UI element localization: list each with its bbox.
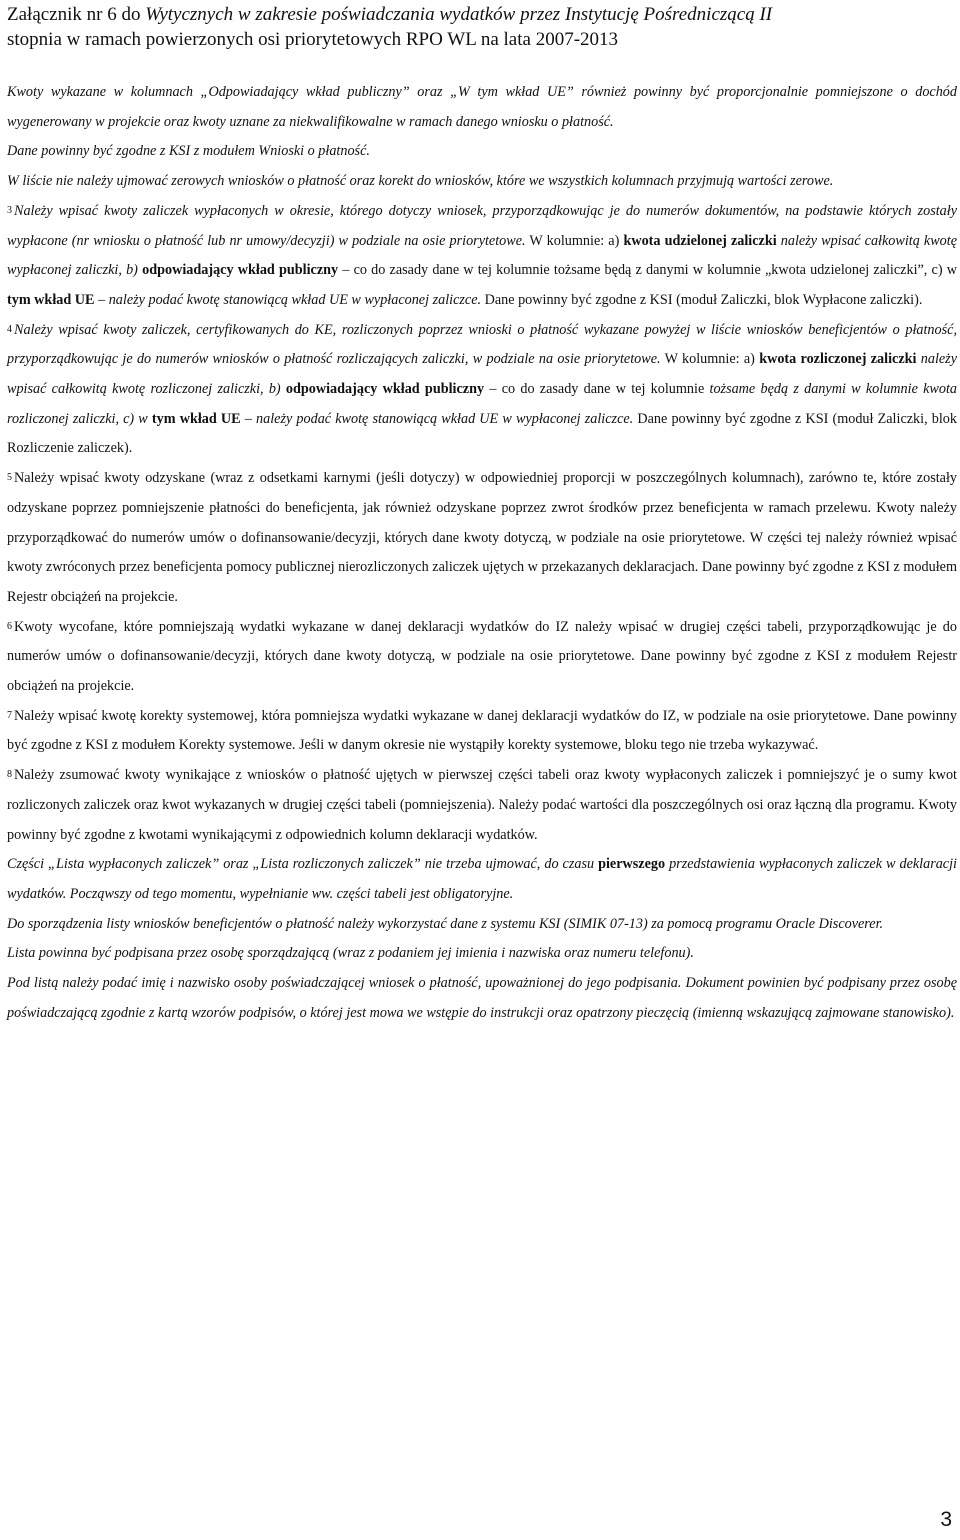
paragraph-proportional-amounts: Kwoty wykazane w kolumnach „Odpowiadający wkład publiczny” oraz „W tym wkład UE” również powinny być proporcjonalnie pomniejszone o dochód wygenerowany w projekcie oraz kwoty uznane za niekwalifikowalne w ramach danego wniosku o płatność.: [7, 84, 957, 130]
footnote-number: 5: [7, 472, 12, 484]
footnote-3: $^3$ Należy wpisać kwoty zaliczek wypłaconych w okresie, którego dotyczy wniosek, przyporządkowując je do numerów dokumentów, na podstawie których zostały wypłacone (nr wniosku o płatność lub nr umowy/decyzji) w podziale na osie priorytetowe. W kolumnie: a) kwota udzielonej zaliczki należy wpisać całkowitą kwotę wypłaconej zaliczki, b) odpowiadający wkład publiczny – co do zasady dane w tej kolumnie tożsame będą z danymi w kolumnie „kwota udzielonej zaliczki”, c) w tym wkład UE – należy podać kwotę stanowiącą wkład UE w wypłaconej zaliczce. Dane powinny być zgodne z KSI (moduł Zaliczki, blok Wypłacone zaliczki).: [7, 202, 958, 308]
footnote-number: 3: [7, 204, 12, 216]
footnote-6: $^6$ Kwoty wycofane, które pomniejszają wydatki wykazane w danej deklaracji wydatków do IZ należy wpisać w drugiej części tabeli, przyporządkowując je do numerów umów o dofinansowanie/decyzji, których dane kwoty dotyczą, w podziale na osie priorytetowe. Dane powinny być zgodne z KSI z modułem Rejestr obciążeń na projekcie.: [7, 618, 957, 695]
page-header: [7, 2, 957, 52]
footnote-number: 6: [7, 620, 12, 632]
footnote-8: $^8$ Należy zsumować kwoty wynikające z wniosków o płatność ujętych w pierwszej części tabeli oraz kwoty wypłaconych zaliczek i pomniejszyć je o sumy kwot rozliczonych zaliczek oraz kwot wykazanych w drugiej części tabeli (pomniejszenia). Należy podać wartości dla poszczególnych osi oraz łączną dla programu. Kwoty powinny być zgodne z kwotami wynikającymi z odpowiednich kolumn deklaracji wydatków.: [7, 767, 957, 843]
paragraph-list-signature: Lista powinna być podpisana przez osobę sporządzającą (wraz z podaniem jej imienia i nazwiska oraz numeru telefonu).: [7, 945, 694, 962]
footnote-number: 4: [7, 323, 12, 335]
paragraph-zero-claims: W liście nie należy ujmować zerowych wniosków o płatność oraz korekt do wniosków, które we wszystkich kolumnach przyjmują wartości zerowe.: [7, 173, 834, 190]
footnote-7: $^7$ Należy wpisać kwotę korekty systemowej, która pomniejsza wydatki wykazane w danej deklaracji wydatków do IZ, w podziale na osie priorytetowe. Dane powinny być zgodne z KSI z modułem Korekty systemowe. Jeśli w danym okresie nie wystąpiły korekty systemowe, bloku tego nie trzeba wykazywać.: [7, 707, 957, 754]
page-number: 3: [940, 1508, 952, 1531]
footnote-5: $^5$ Należy wpisać kwoty odzyskane (wraz z odsetkami karnymi (jeśli dotyczy) w odpowiedniej proporcji w poszczególnych kolumnach), zarówno te, które zostały odzyskane poprzez pomniejszenie płatności do beneficjenta, jak również odzyskane poprzez zwrot środków przez beneficjenta w ramach przelewu. Kwoty należy przyporządkować do numerów umów o dofinansowanie/decyzji, których dane kwoty dotyczą, w podziale na osie priorytetowe. W części tej należy również wpisać kwoty zwróconych przez beneficjenta pomocy publicznej nierozliczonych zaliczek ujętych w przekazanych deklaracjach. Dane powinny być zgodne z KSI z modułem Rejestr obciążeń na projekcie.: [7, 470, 957, 605]
footnote-4: $^4$ Należy wpisać kwoty zaliczek, certyfikowanych do KE, rozliczonych poprzez wnioski o płatność wykazane powyżej w liście wniosków beneficjentów o płatność, przyporządkowując je do numerów wniosków o płatność rozliczających zaliczki, w podziale na osie priorytetowe. W kolumnie: a) kwota rozliczonej zaliczki należy wpisać całkowitą kwotę rozliczonej zaliczki, b) odpowiadający wkład publiczny – co do zasady dane w tej kolumnie tożsame będą z danymi w kolumnie kwota rozliczonej zaliczki, c) w tym wkład UE – należy podać kwotę stanowiącą wkład UE w wypłaconej zaliczce. Dane powinny być zgodne z KSI (moduł Zaliczki, blok Rozliczenie zaliczek).: [7, 321, 958, 457]
paragraph-certifying-person: Pod listą należy podać imię i nazwisko osoby poświadczającej wniosek o płatność, upoważnionej do jego podpisania. Dokument powinien być podpisany przez osobę poświadczającą zgodnie z kartą wzorów podpisów, o której jest mowa we wstępie do instrukcji oraz opatrzony pieczęcią (imienną wskazującą zajmowane stanowisko).: [7, 975, 957, 1021]
footnote-number: 7: [7, 709, 12, 721]
header-line-2: stopnia w ramach powierzonych osi priorytetowych RPO WL na lata 2007-2013: [7, 29, 619, 50]
header-line-1: [7, 2, 957, 27]
document-body: [7, 78, 957, 1029]
paragraph-advances-lists: Części „Lista wypłaconych zaliczek” oraz „Lista rozliczonych zaliczek” nie trzeba ujmować, do czasu pierwszego przedstawienia wypłaconych zaliczek w deklaracji wydatków. Począwszy od tego momentu, wypełnianie ww. części tabeli jest obligatoryjne.: [7, 856, 957, 902]
paragraph-ksi-payment-claims: Dane powinny być zgodne z KSI z modułem Wnioski o płatność.: [7, 143, 370, 160]
header-guidelines-title: Wytycznych w zakresie poświadczania wydatków przez Instytucję Pośredniczącą II: [145, 4, 773, 25]
header-annex-label: Załącznik nr 6 do: [7, 4, 146, 25]
footnote-number: 8: [7, 769, 12, 781]
paragraph-ksi-system: Do sporządzenia listy wniosków beneficjentów o płatność należy wykorzystać dane z systemu KSI (SIMIK 07-13) za pomocą programu Oracle Discoverer.: [7, 915, 884, 932]
